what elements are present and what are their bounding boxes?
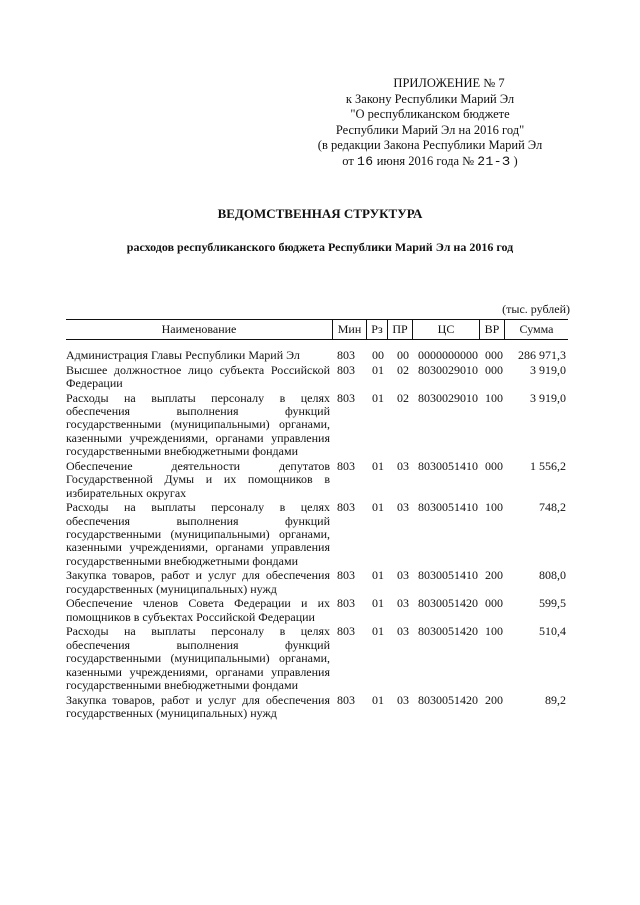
row-rz: 01 (372, 390, 384, 405)
document-subtitle: расходов республиканского бюджета Республики Марий Эл на 2016 год (126, 240, 514, 254)
appendix-law-number: 21-З (477, 153, 511, 169)
header-divider (412, 319, 413, 339)
row-rz: 01 (372, 596, 384, 611)
row-rz: 01 (372, 568, 384, 583)
header-pr: ПР (392, 322, 408, 336)
table-header-rule (66, 339, 568, 340)
appendix-day: 16 (356, 153, 374, 169)
row-min: 803 (337, 568, 355, 583)
header-cs: ЦС (437, 322, 455, 336)
row-pr: 00 (397, 348, 409, 362)
row-pr: 02 (397, 362, 409, 377)
row-cs: 8030051420 (418, 692, 478, 707)
row-vr: 000 (485, 458, 503, 473)
table-body (66, 349, 568, 722)
row-pr: 03 (397, 692, 409, 707)
row-vr: 000 (485, 596, 503, 611)
table-row (66, 694, 568, 721)
row-sum: 510,4 (539, 624, 566, 639)
header-sum: Сумма (519, 322, 554, 336)
appendix-law-title-cont: Республики Марий Эл на 2016 год" (335, 122, 525, 137)
table-row (66, 597, 568, 624)
document-title: ВЕДОМСТВЕННАЯ СТРУКТУРА (217, 206, 423, 221)
row-min: 803 (337, 596, 355, 611)
row-min: 803 (337, 348, 355, 362)
row-name: Закупка товаров, работ и услуг для обеспечения государственных (муниципальных) нужд (66, 568, 330, 596)
row-sum: 3 919,0 (530, 390, 566, 405)
table-row (66, 569, 568, 596)
row-rz: 01 (372, 624, 384, 639)
row-vr: 000 (485, 362, 503, 377)
row-name: Расходы на выплаты персоналу в целях обеспечения выполнения функций государственными (муниципальными) органами, казенными учреждениями, органами управления государственными внебюджетными фондами (66, 500, 330, 568)
row-name: Расходы на выплаты персоналу в целях обеспечения выполнения функций государственными (муниципальными) органами, казенными учреждениями, органами управления государственными внебюджетными фондами (66, 624, 330, 693)
row-cs: 8030051410 (418, 568, 478, 583)
table-row (66, 501, 568, 568)
row-cs: 8030051410 (418, 500, 478, 515)
row-sum: 89,2 (545, 692, 566, 707)
row-name: Обеспечение деятельности депутатов Государственной Думы и их помощников в избирательных округах (66, 458, 330, 500)
row-vr: 200 (485, 568, 503, 583)
appendix-law-ref: к Закону Республики Марий Эл (345, 91, 515, 106)
row-cs: 8030051420 (418, 596, 478, 611)
row-cs: 8030029010 (418, 362, 478, 377)
row-rz: 01 (372, 692, 384, 707)
row-sum: 1 556,2 (530, 458, 566, 473)
header-divider (387, 319, 388, 339)
row-pr: 03 (397, 568, 409, 583)
row-sum: 748,2 (539, 500, 566, 515)
row-min: 803 (337, 390, 355, 405)
appendix-date-suffix: ) (513, 153, 518, 168)
row-min: 803 (337, 362, 355, 377)
appendix-law-title: "О республиканском бюджете (350, 107, 510, 121)
row-name: Расходы на выплаты персоналу в целях обеспечения выполнения функций государственными (муниципальными) органами, казенными учреждениями, органами управления государственными внебюджетными фондами (66, 390, 330, 459)
row-rz: 00 (372, 348, 384, 362)
row-vr: 100 (485, 500, 503, 515)
appendix-block (310, 76, 550, 169)
header-rz: Рз (371, 322, 383, 336)
appendix-number: ПРИЛОЖЕНИЕ № 7 (393, 76, 505, 90)
row-min: 803 (337, 692, 355, 707)
appendix-edition: (в редакции Закона Республики Марий Эл (317, 138, 543, 152)
appendix-edition-date (310, 154, 550, 170)
row-rz: 01 (372, 500, 384, 515)
row-vr: 200 (485, 692, 503, 707)
appendix-date-prefix: от (342, 153, 354, 168)
row-cs: 8030051410 (418, 458, 478, 473)
row-sum: 3 919,0 (530, 362, 566, 377)
row-vr: 100 (485, 624, 503, 639)
units-label: (тыс. рублей) (502, 302, 570, 316)
row-vr: 100 (485, 390, 503, 405)
row-pr: 03 (397, 596, 409, 611)
header-divider (332, 319, 333, 339)
row-pr: 02 (397, 390, 409, 405)
row-cs: 8030029010 (418, 390, 478, 405)
row-sum: 286 971,3 (518, 348, 566, 362)
row-min: 803 (337, 500, 355, 515)
table-row (66, 392, 568, 459)
header-divider (366, 319, 367, 339)
row-pr: 03 (397, 500, 409, 515)
row-sum: 808,0 (539, 568, 566, 583)
table-row (66, 460, 568, 500)
table-row (66, 364, 568, 391)
row-name: Высшее должностное лицо субъекта Российской Федерации (66, 362, 330, 390)
row-min: 803 (337, 458, 355, 473)
row-sum: 599,5 (539, 596, 566, 611)
header-divider (479, 319, 480, 339)
row-min: 803 (337, 624, 355, 639)
row-rz: 01 (372, 362, 384, 377)
row-pr: 03 (397, 458, 409, 473)
row-vr: 000 (485, 348, 503, 362)
header-name: Наименование (161, 322, 237, 336)
table-row (66, 349, 568, 362)
table-row (66, 625, 568, 692)
row-cs: 8030051420 (418, 624, 478, 639)
row-name: Обеспечение членов Совета Федерации и их помощников в субъектах Российской Федерации (66, 596, 330, 624)
appendix-date-mid: июня 2016 года № (376, 153, 475, 168)
header-divider (504, 319, 505, 339)
row-name: Администрация Главы Республики Марий Эл (66, 348, 300, 362)
row-name: Закупка товаров, работ и услуг для обеспечения государственных (муниципальных) нужд (66, 692, 330, 721)
row-rz: 01 (372, 458, 384, 473)
row-cs: 0000000000 (418, 348, 478, 362)
header-min: Мин (337, 322, 362, 336)
row-pr: 03 (397, 624, 409, 639)
header-vr: ВР (484, 322, 500, 336)
